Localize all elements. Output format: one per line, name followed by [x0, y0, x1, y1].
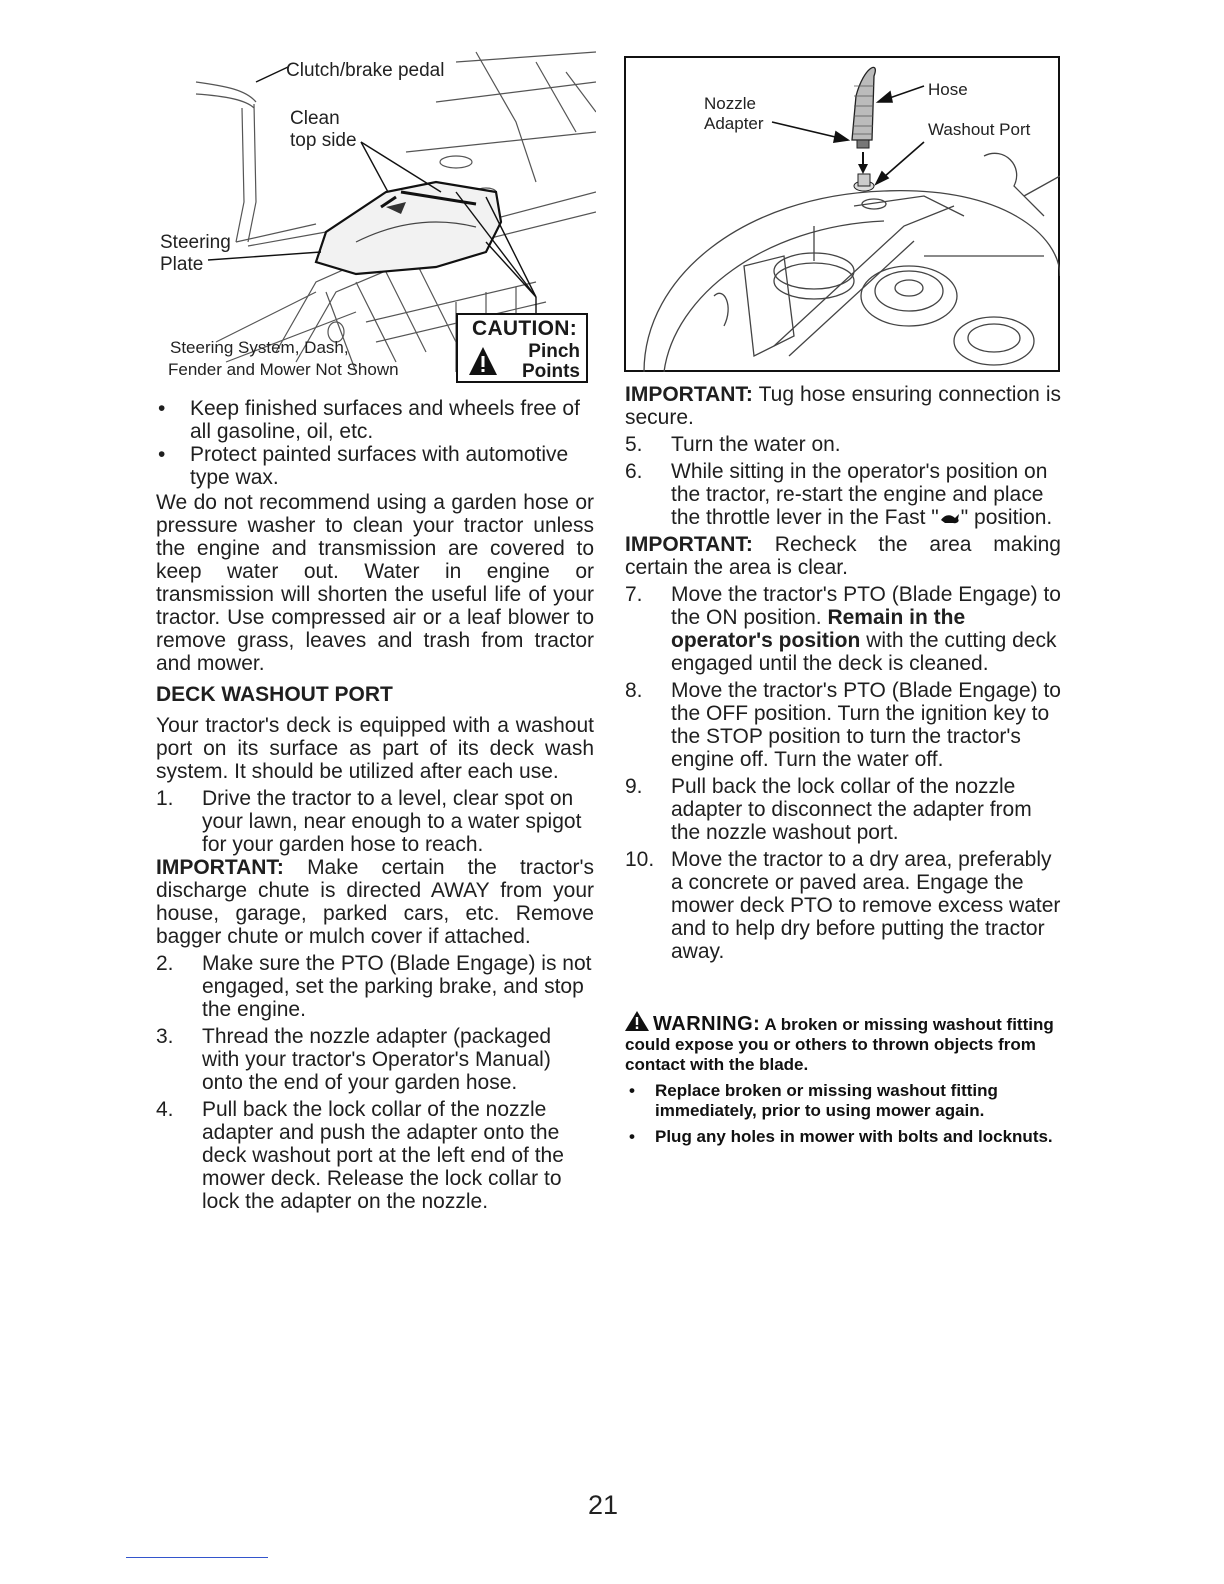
caption-line-1: Steering System, Dash,	[170, 338, 349, 357]
label-clutch-brake-pedal: Clutch/brake pedal	[286, 60, 445, 81]
important-label: IMPORTANT:	[156, 856, 284, 879]
right-text-column	[625, 383, 1061, 963]
label-clean: Clean	[290, 108, 340, 129]
step-number: 1.	[156, 787, 174, 810]
step-number: 4.	[156, 1098, 174, 1121]
step-text: Thread the nozzle adapter (packaged with your tractor's Operator's Manual) onto the end of your garden hose.	[202, 1025, 552, 1094]
left-text-column	[156, 397, 594, 1213]
page-number: 21	[588, 1490, 619, 1520]
bullet-dot: •	[629, 1127, 635, 1146]
important-text: Tug hose ensuring connection is secure.	[625, 383, 1061, 429]
step-number: 10.	[625, 848, 655, 871]
caution-title: CAUTION:	[472, 317, 578, 340]
step-number: 3.	[156, 1025, 174, 1048]
step-text: Drive the tractor to a level, clear spot on your lawn, near enough to a water spigot for your garden hose to reach.	[202, 787, 582, 856]
step-text-after: " position.	[960, 506, 1053, 529]
step-text-after: with the cutting deck engaged until the deck is cleaned.	[671, 629, 1057, 675]
bullet-dot: •	[158, 443, 166, 466]
step-text: Pull back the lock collar of the nozzle adapter to disconnect the adapter from the nozzle washout port.	[671, 775, 1032, 844]
step-text: Turn the water on.	[671, 433, 841, 456]
label-nozzle: Nozzle	[704, 94, 756, 113]
warning-title: WARNING:	[653, 1013, 761, 1035]
section-title-deck-washout-port: DECK WASHOUT PORT	[156, 683, 393, 706]
warning-paragraph	[625, 1010, 1061, 1075]
label-plate: Plate	[160, 254, 204, 275]
step-text: Pull back the lock collar of the nozzle adapter and push the adapter onto the deck washout port at the left end of the mower deck. Release the lock collar to lock the adapter on the nozzle.	[202, 1098, 564, 1213]
bullet-text: Keep finished surfaces and wheels free of all gasoline, oil, etc.	[190, 397, 580, 443]
step-text: Move the tractor to a dry area, preferably a concrete or paved area. Engage the mower deck PTO to remove excess water and to help dry before putting the tractor away.	[671, 848, 1061, 963]
warning-text: A broken or missing washout fitting could expose you or others to thrown objects from contact with the blade.	[625, 1015, 1054, 1074]
step-4	[156, 1098, 594, 1213]
important-label: IMPORTANT:	[625, 383, 753, 406]
step-number: 5.	[625, 433, 643, 456]
step-2	[156, 952, 594, 1021]
step-text-before: While sitting in the operator's position on the tractor, re-start the engine and place the throttle lever in the Fast "	[671, 460, 1048, 529]
step-text-bold: Remain in the operator's position	[671, 606, 966, 652]
step-8	[625, 679, 1061, 771]
important-label: IMPORTANT:	[625, 533, 753, 556]
important-text: Make certain the tractor's discharge chute is directed AWAY from your house, garage, parked cars, etc. Remove bagger chute or mulch cover if attached.	[156, 856, 594, 948]
bullet-keep-finished	[156, 397, 594, 443]
step-3	[156, 1025, 594, 1094]
step-text: Move the tractor's PTO (Blade Engage) to the OFF position. Turn the ignition key to the STOP position to turn the tractor's engine off. Turn the water off.	[671, 679, 1061, 771]
step-text-before: Move the tractor's PTO (Blade Engage) to the ON position.	[671, 583, 1061, 629]
warning-triangle-icon	[625, 1010, 653, 1032]
step-number: 2.	[156, 952, 174, 975]
step-6	[625, 460, 1061, 529]
label-hose: Hose	[928, 80, 968, 99]
important-text: Recheck the area making certain the area is clear.	[625, 533, 1061, 579]
label-adapter: Adapter	[704, 114, 764, 133]
rabbit-fast-icon	[939, 510, 961, 526]
caution-points: Points	[521, 361, 580, 382]
caution-pinch-points-box	[456, 313, 588, 383]
step-number: 9.	[625, 775, 643, 798]
mower-deck-illustration	[624, 56, 1060, 372]
bullet-dot: •	[158, 397, 166, 420]
step-text: Make sure the PTO (Blade Engage) is not engaged, set the parking brake, and stop the engine.	[202, 952, 592, 1021]
bullet-dot: •	[629, 1081, 635, 1100]
bullet-text: Protect painted surfaces with automotive type wax.	[190, 443, 569, 489]
step-1	[156, 787, 594, 856]
step-10	[625, 848, 1061, 963]
warning-block	[625, 1010, 1061, 1147]
step-number: 7.	[625, 583, 643, 606]
bullet-protect-painted	[156, 443, 594, 489]
warning-bullet-replace	[625, 1081, 1061, 1121]
step-5	[625, 433, 1061, 456]
step-9	[625, 775, 1061, 844]
warning-bullet-plug	[625, 1127, 1061, 1147]
warning-triangle-icon	[468, 345, 498, 377]
step-number: 8.	[625, 679, 643, 702]
caption-line-2: Fender and Mower Not Shown	[168, 360, 399, 379]
warning-bullet-text: Replace broken or missing washout fitting immediately, prior to using mower again.	[655, 1081, 998, 1120]
footer-rule	[126, 1557, 268, 1558]
label-washout-port: Washout Port	[928, 120, 1031, 139]
important-discharge-chute	[156, 856, 594, 948]
paragraph-garden-hose: We do not recommend using a garden hose or pressure washer to clean your tractor unless the engine and transmission are covered to keep water out. Water in engine or transmission will shorten the useful life of your tractor. Use compressed air or a leaf blower to remove grass, leaves and trash from tractor and mower.	[156, 491, 594, 675]
label-steering: Steering	[160, 232, 231, 253]
label-top-side: top side	[290, 130, 357, 151]
figure-deck-washout	[624, 56, 1060, 372]
caution-pinch: Pinch	[528, 341, 580, 362]
step-7	[625, 583, 1061, 675]
paragraph-washout-intro: Your tractor's deck is equipped with a washout port on its surface as part of its deck wash system. It should be utilized after each use.	[156, 714, 594, 783]
important-tug-hose	[625, 383, 1061, 429]
important-recheck-area	[625, 533, 1061, 579]
step-number: 6.	[625, 460, 643, 483]
warning-bullet-text: Plug any holes in mower with bolts and locknuts.	[655, 1127, 1053, 1146]
